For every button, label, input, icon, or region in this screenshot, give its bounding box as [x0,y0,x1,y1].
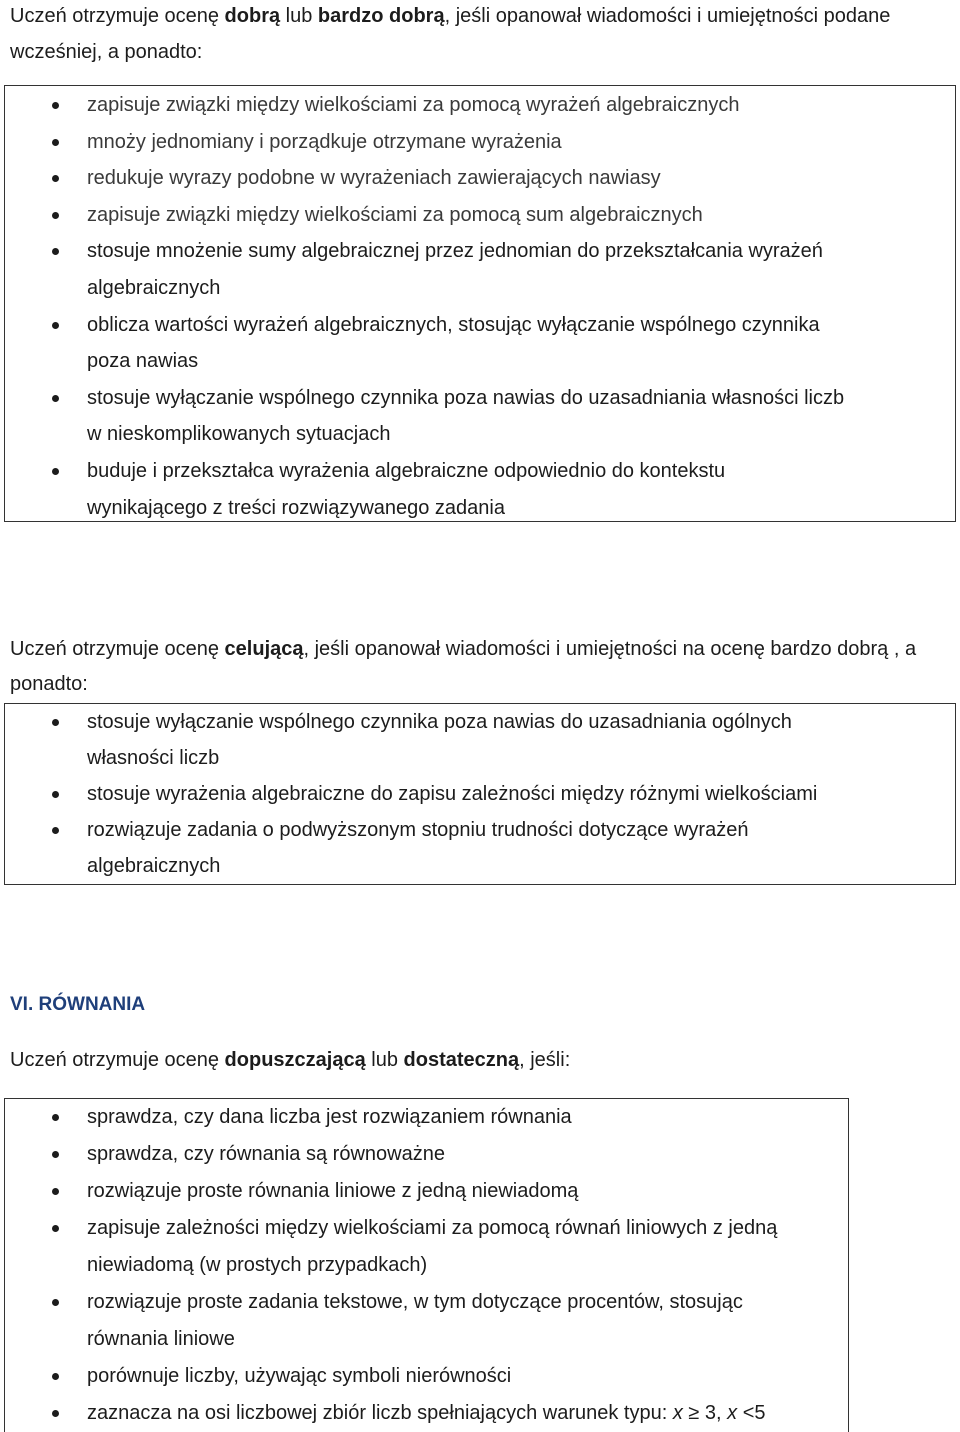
bullet-icon [52,139,59,146]
variable-x: x [727,1402,738,1424]
list-item: zapisuje związki między wielkościami za pomocą wyrażeń algebraicznych [5,87,955,124]
list-item: zaznacza na osi liczbowej zbiór liczb spełniających warunek typu: x ≥ 3, x <5 [5,1395,848,1432]
list-item: rozwiązuje proste zadania tekstowe, w tym dotyczące procentów, stosując równania liniowe [5,1284,848,1358]
requirements-list-excellent [5,704,955,884]
intro-sufficient-grades: Uczeń otrzymuje ocenę dopuszczającą lub dostateczną, jeśli: [10,1049,571,1071]
bullet-icon [52,719,59,726]
bullet-icon [52,102,59,109]
list-item: zapisuje związki między wielkościami za pomocą sum algebraicznych [5,197,955,234]
grade-satisfactory: dostateczną [403,1049,520,1071]
grade-sufficient: dopuszczającą [224,1049,366,1071]
list-item: stosuje wyłączanie wspólnego czynnika poza nawias do uzasadniania własności liczb w nieskomplikowanych sytuacjach [5,380,955,453]
list-item: mnoży jednomiany i porządkuje otrzymane wyrażenia [5,124,955,161]
list-item: sprawdza, czy równania są równoważne [5,1136,848,1173]
bullet-icon [52,1225,59,1232]
list-item: buduje i przekształca wyrażenia algebraiczne odpowiednio do kontekstu wynikającego z treści rozwiązywanego zadania [5,453,955,526]
list-item: redukuje wyrazy podobne w wyrażeniach zawierających nawiasy [5,160,955,197]
bullet-icon [52,248,59,255]
bullet-icon [52,1114,59,1121]
intro-excellent-grade: Uczeń otrzymuje ocenę celującą, jeśli opanował wiadomości i umiejętności na ocenę bardzo dobrą , a ponadto: [10,638,917,695]
grade-excellent: celującą [224,638,304,660]
requirements-box-excellent [4,703,956,885]
bullet-icon [52,1188,59,1195]
requirements-box-sufficient [4,1098,849,1432]
variable-x: x [672,1402,683,1424]
bullet-icon [52,468,59,475]
bullet-icon [52,322,59,329]
list-item: porównuje liczby, używając symboli nierówności [5,1358,848,1395]
list-item: stosuje wyrażenia algebraiczne do zapisu zależności między różnymi wielkościami [5,776,955,812]
list-item: stosuje wyłączanie wspólnego czynnika poza nawias do uzasadniania ogólnych własności liczb [5,704,955,776]
requirements-list-sufficient [5,1099,848,1432]
list-item: zapisuje zależności między wielkościami za pomocą równań liniowych z jedną niewiadomą (w prostych przypadkach) [5,1210,848,1284]
bullet-icon [52,1151,59,1158]
bullet-icon [52,827,59,834]
list-item: sprawdza, czy dana liczba jest rozwiązaniem równania [5,1099,848,1136]
intro-good-grades: Uczeń otrzymuje ocenę dobrą lub bardzo dobrą, jeśli opanował wiadomości i umiejętności podane wcześniej, a ponadto: [10,5,891,63]
bullet-icon [52,212,59,219]
bullet-icon [52,1410,59,1417]
requirements-list-good [5,87,955,526]
bullet-icon [52,175,59,182]
bullet-icon [52,395,59,402]
list-item: oblicza wartości wyrażeń algebraicznych, stosując wyłączanie wspólnego czynnika poza nawias [5,307,955,380]
grade-good: dobrą [224,5,281,27]
list-item: rozwiązuje zadania o podwyższonym stopniu trudności dotyczące wyrażeń algebraicznych [5,812,955,884]
list-item: rozwiązuje proste równania liniowe z jedną niewiadomą [5,1173,848,1210]
section-title: VI. RÓWNANIA [10,994,146,1015]
list-item: stosuje mnożenie sumy algebraicznej przez jednomian do przekształcania wyrażeń algebraicznych [5,233,955,306]
grade-very-good: bardzo dobrą [317,5,445,27]
bullet-icon [52,1373,59,1380]
bullet-icon [52,1299,59,1306]
bullet-icon [52,791,59,798]
requirements-box-good [4,85,956,522]
